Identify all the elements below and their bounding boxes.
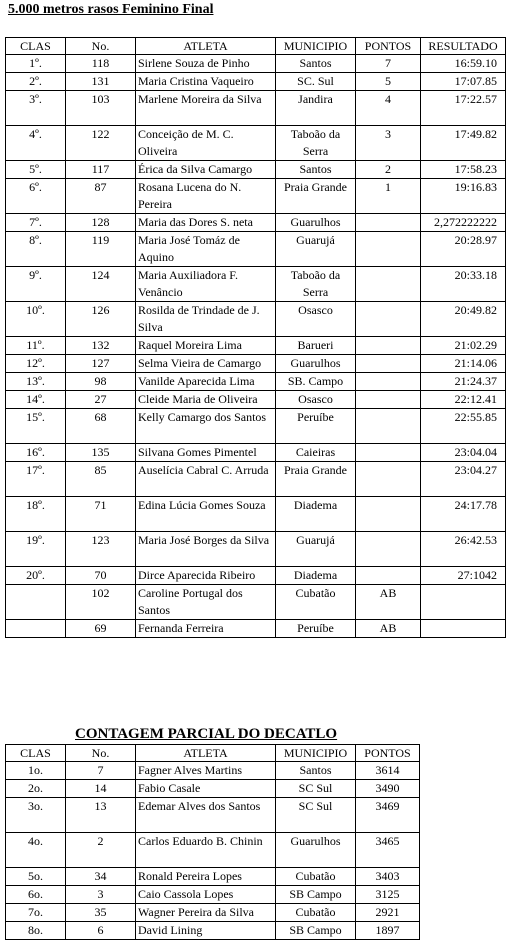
cell-no: 71 (66, 497, 136, 532)
cell-pontos: 4 (356, 91, 421, 126)
cell-atleta: David Lining (136, 922, 276, 940)
cell-municipio: Guarujá (276, 232, 356, 267)
cell-municipio: SB. Campo (276, 373, 356, 391)
table-row (6, 179, 506, 214)
table-row (6, 922, 420, 940)
cell-municipio: Barueri (276, 337, 356, 355)
cell-pontos: 3469 (356, 798, 420, 833)
col-header-no: No. (66, 745, 136, 762)
cell-no: 69 (66, 620, 136, 638)
cell-atleta: Maria José Tomáz de Aquino (136, 232, 276, 267)
cell-municipio: Caieiras (276, 444, 356, 462)
col-header-clas: CLAS (6, 745, 66, 762)
cell-pontos (356, 355, 421, 373)
cell-clas: 7º. (6, 214, 66, 232)
cell-pontos (356, 302, 421, 337)
cell-clas: 1o. (6, 762, 66, 780)
cell-resultado: 23:04.04 (421, 444, 506, 462)
cell-pontos (356, 444, 421, 462)
table-row (6, 462, 506, 497)
cell-atleta: Maria José Borges da Silva (136, 532, 276, 567)
cell-municipio: Diadema (276, 497, 356, 532)
cell-no: 102 (66, 585, 136, 620)
cell-atleta: Maria Cristina Vaqueiro (136, 73, 276, 91)
cell-municipio: SC Sul (276, 780, 356, 798)
cell-clas: 13º. (6, 373, 66, 391)
cell-no: 6 (66, 922, 136, 940)
table-row (6, 126, 506, 161)
cell-clas: 7o. (6, 904, 66, 922)
cell-pontos: 7 (356, 55, 421, 73)
cell-no: 27 (66, 391, 136, 409)
cell-resultado (421, 585, 506, 620)
cell-clas: 3º. (6, 91, 66, 126)
cell-pontos (356, 391, 421, 409)
cell-atleta: Fagner Alves Martins (136, 762, 276, 780)
table-row (6, 620, 506, 638)
cell-atleta: Érica da Silva Camargo (136, 161, 276, 179)
cell-atleta: Ronald Pereira Lopes (136, 868, 276, 886)
cell-clas: 14º. (6, 391, 66, 409)
cell-clas: 16º. (6, 444, 66, 462)
col-header-no: No. (66, 38, 136, 55)
cell-clas: 2º. (6, 73, 66, 91)
cell-atleta: Conceição de M. C. Oliveira (136, 126, 276, 161)
cell-pontos: AB (356, 585, 421, 620)
cell-resultado: 19:16.83 (421, 179, 506, 214)
cell-resultado: 22:55.85 (421, 409, 506, 444)
cell-atleta: Marlene Moreira da Silva (136, 91, 276, 126)
cell-pontos: AB (356, 620, 421, 638)
cell-pontos: 1897 (356, 922, 420, 940)
cell-atleta: Auselícia Cabral C. Arruda (136, 462, 276, 497)
cell-resultado: 17:22.57 (421, 91, 506, 126)
cell-no: 127 (66, 355, 136, 373)
cell-municipio: Guarulhos (276, 355, 356, 373)
cell-pontos: 3125 (356, 886, 420, 904)
cell-no: 14 (66, 780, 136, 798)
cell-atleta: Carlos Eduardo B. Chinin (136, 833, 276, 868)
cell-clas: 19º. (6, 532, 66, 567)
table-row (6, 868, 420, 886)
table-row (6, 886, 420, 904)
cell-pontos (356, 567, 421, 585)
table-row (6, 762, 420, 780)
cell-no: 131 (66, 73, 136, 91)
cell-pontos (356, 373, 421, 391)
col-header-municipio: MUNICIPIO (276, 745, 356, 762)
table-row (6, 798, 420, 833)
cell-resultado: 17:58.23 (421, 161, 506, 179)
cell-resultado: 20:33.18 (421, 267, 506, 302)
cell-municipio: Diadema (276, 567, 356, 585)
cell-atleta: Fernanda Ferreira (136, 620, 276, 638)
cell-municipio: SB Campo (276, 922, 356, 940)
cell-clas: 15º. (6, 409, 66, 444)
cell-municipio: Guarujá (276, 532, 356, 567)
cell-clas: 18º. (6, 497, 66, 532)
cell-clas: 4º. (6, 126, 66, 161)
table-row (6, 409, 506, 444)
cell-municipio: Osasco (276, 302, 356, 337)
cell-pontos (356, 337, 421, 355)
table-row (6, 214, 506, 232)
cell-clas: 8o. (6, 922, 66, 940)
cell-atleta: Edemar Alves dos Santos (136, 798, 276, 833)
col-header-resultado: RESULTADO (421, 38, 506, 55)
table-row (6, 444, 506, 462)
table-row (6, 567, 506, 585)
cell-atleta: Kelly Camargo dos Santos (136, 409, 276, 444)
table-row (6, 585, 506, 620)
cell-no: 70 (66, 567, 136, 585)
cell-atleta: Fabio Casale (136, 780, 276, 798)
cell-resultado: 23:04.27 (421, 462, 506, 497)
cell-resultado: 24:17.78 (421, 497, 506, 532)
cell-municipio: Praia Grande (276, 179, 356, 214)
cell-clas: 6o. (6, 886, 66, 904)
decathlon-title: CONTAGEM PARCIAL DO DECATLO (75, 726, 338, 742)
cell-atleta: Selma Vieira de Camargo (136, 355, 276, 373)
cell-resultado: 20:28.97 (421, 232, 506, 267)
cell-pontos: 3403 (356, 868, 420, 886)
cell-resultado: 22:12.41 (421, 391, 506, 409)
decathlon-header-row (6, 745, 420, 762)
cell-no: 124 (66, 267, 136, 302)
table-row (6, 73, 506, 91)
cell-pontos: 2 (356, 161, 421, 179)
cell-municipio: SC. Sul (276, 73, 356, 91)
cell-resultado: 21:24.37 (421, 373, 506, 391)
cell-atleta: Caio Cassola Lopes (136, 886, 276, 904)
table-row (6, 161, 506, 179)
cell-municipio: Cubatão (276, 585, 356, 620)
cell-clas: 4o. (6, 833, 66, 868)
cell-no: 13 (66, 798, 136, 833)
cell-atleta: Rosilda de Trindade de J. Silva (136, 302, 276, 337)
cell-atleta: Cleide Maria de Oliveira (136, 391, 276, 409)
cell-pontos (356, 532, 421, 567)
cell-no: 123 (66, 532, 136, 567)
cell-municipio: Taboão da Serra (276, 267, 356, 302)
cell-clas: 12º. (6, 355, 66, 373)
cell-municipio: Taboão da Serra (276, 126, 356, 161)
cell-clas: 20º. (6, 567, 66, 585)
cell-municipio: Guarulhos (276, 214, 356, 232)
cell-atleta: Sirlene Souza de Pinho (136, 55, 276, 73)
cell-no: 87 (66, 179, 136, 214)
cell-no: 126 (66, 302, 136, 337)
col-header-pontos: PONTOS (356, 745, 420, 762)
cell-municipio: Santos (276, 161, 356, 179)
cell-municipio: Cubatão (276, 868, 356, 886)
cell-clas: 11º. (6, 337, 66, 355)
table-row (6, 302, 506, 337)
cell-atleta: Dirce Aparecida Ribeiro (136, 567, 276, 585)
cell-atleta: Maria das Dores S. neta (136, 214, 276, 232)
col-header-municipio: MUNICIPIO (276, 38, 356, 55)
cell-pontos (356, 232, 421, 267)
cell-pontos: 3614 (356, 762, 420, 780)
cell-no: 2 (66, 833, 136, 868)
cell-resultado: 20:49.82 (421, 302, 506, 337)
table-row (6, 267, 506, 302)
cell-municipio: SC Sul (276, 798, 356, 833)
col-header-atleta: ATLETA (136, 38, 276, 55)
table-row (6, 904, 420, 922)
cell-no: 98 (66, 373, 136, 391)
cell-clas: 10º. (6, 302, 66, 337)
cell-resultado: 21:02.29 (421, 337, 506, 355)
cell-pontos: 1 (356, 179, 421, 214)
cell-atleta: Caroline Portugal dos Santos (136, 585, 276, 620)
cell-municipio: SB Campo (276, 886, 356, 904)
cell-municipio: Praia Grande (276, 462, 356, 497)
cell-clas: 1º. (6, 55, 66, 73)
cell-no: 34 (66, 868, 136, 886)
cell-municipio: Santos (276, 762, 356, 780)
cell-atleta: Maria Auxiliadora F. Venâncio (136, 267, 276, 302)
cell-clas: 8º. (6, 232, 66, 267)
cell-pontos: 5 (356, 73, 421, 91)
table-row (6, 355, 506, 373)
cell-municipio: Guarulhos (276, 833, 356, 868)
cell-pontos (356, 462, 421, 497)
cell-pontos (356, 409, 421, 444)
cell-atleta: Vanilde Aparecida Lima (136, 373, 276, 391)
results-title: 5.000 metros rasos Feminino Final (8, 2, 214, 17)
cell-no: 122 (66, 126, 136, 161)
table-row (6, 391, 506, 409)
cell-municipio: Cubatão (276, 904, 356, 922)
cell-clas (6, 620, 66, 638)
cell-no: 68 (66, 409, 136, 444)
cell-clas: 9º. (6, 267, 66, 302)
cell-no: 85 (66, 462, 136, 497)
cell-municipio: Peruíbe (276, 620, 356, 638)
cell-clas: 5º. (6, 161, 66, 179)
cell-municipio: Osasco (276, 391, 356, 409)
cell-atleta: Raquel Moreira Lima (136, 337, 276, 355)
table-row (6, 91, 506, 126)
table-row (6, 55, 506, 73)
cell-resultado: 21:14.06 (421, 355, 506, 373)
cell-pontos: 3490 (356, 780, 420, 798)
cell-clas: 17º. (6, 462, 66, 497)
table-row (6, 532, 506, 567)
cell-resultado (421, 620, 506, 638)
cell-atleta: Edina Lúcia Gomes Souza (136, 497, 276, 532)
cell-pontos: 2921 (356, 904, 420, 922)
cell-pontos (356, 214, 421, 232)
col-header-atleta: ATLETA (136, 745, 276, 762)
cell-pontos: 3465 (356, 833, 420, 868)
cell-pontos (356, 497, 421, 532)
cell-clas: 2o. (6, 780, 66, 798)
cell-no: 117 (66, 161, 136, 179)
cell-clas: 5o. (6, 868, 66, 886)
cell-no: 135 (66, 444, 136, 462)
cell-no: 3 (66, 886, 136, 904)
cell-pontos (356, 267, 421, 302)
cell-resultado: 17:07.85 (421, 73, 506, 91)
results-table (5, 37, 506, 638)
cell-no: 128 (66, 214, 136, 232)
cell-no: 118 (66, 55, 136, 73)
col-header-pontos: PONTOS (356, 38, 421, 55)
cell-no: 119 (66, 232, 136, 267)
cell-clas: 3o. (6, 798, 66, 833)
cell-no: 35 (66, 904, 136, 922)
cell-atleta: Rosana Lucena do N. Pereira (136, 179, 276, 214)
table-row (6, 497, 506, 532)
cell-municipio: Santos (276, 55, 356, 73)
cell-resultado: 26:42.53 (421, 532, 506, 567)
cell-municipio: Peruíbe (276, 409, 356, 444)
cell-clas: 6º. (6, 179, 66, 214)
decathlon-table (5, 744, 420, 940)
cell-pontos: 3 (356, 126, 421, 161)
table-row (6, 337, 506, 355)
cell-atleta: Wagner Pereira da Silva (136, 904, 276, 922)
col-header-clas: CLAS (6, 38, 66, 55)
cell-no: 7 (66, 762, 136, 780)
cell-resultado: 16:59.10 (421, 55, 506, 73)
cell-resultado: 2,272222222 (421, 214, 506, 232)
cell-resultado: 27:1042 (421, 567, 506, 585)
cell-municipio: Jandira (276, 91, 356, 126)
table-row (6, 232, 506, 267)
cell-resultado: 17:49.82 (421, 126, 506, 161)
cell-no: 103 (66, 91, 136, 126)
results-header-row (6, 38, 506, 55)
cell-atleta: Silvana Gomes Pimentel (136, 444, 276, 462)
cell-clas (6, 585, 66, 620)
table-row (6, 780, 420, 798)
cell-no: 132 (66, 337, 136, 355)
table-row (6, 833, 420, 868)
table-row (6, 373, 506, 391)
